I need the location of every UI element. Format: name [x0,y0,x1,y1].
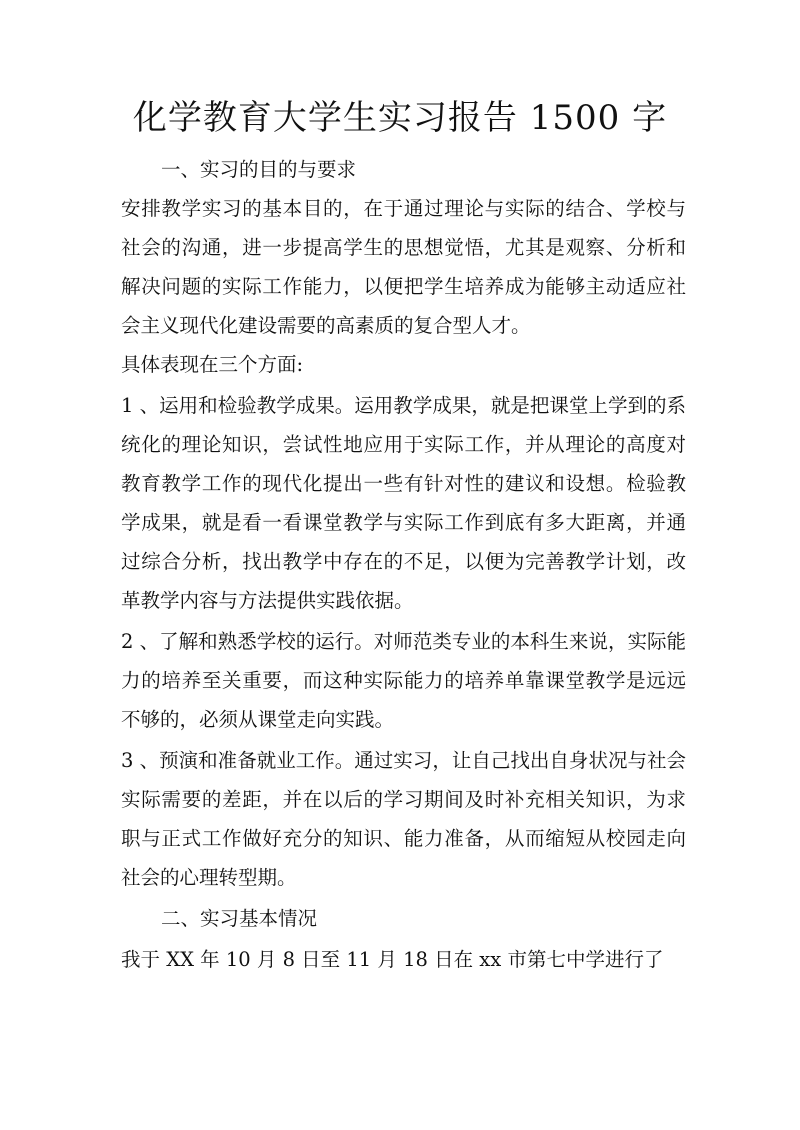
section-heading-purpose: 一、实习的目的与要求 [161,158,357,181]
document-title: 化学教育大学生实习报告 1500 字 [132,98,668,138]
list-item-3: 3 、预演和准备就业工作。通过实习，让自己找出自身状况与社会实际需要的差距，并在以后的学习期间及时补充相关知识，为求职与正式工作做好充分的知识、能力准备，从而缩短从校园走向社会的心理转型期。 [121,749,686,889]
paragraph-intro: 安排教学实习的基本目的，在于通过理论与实际的结合、学校与社会的沟通，进一步提高学生的思想觉悟，尤其是观察、分析和解决问题的实际工作能力，以便把学生培养成为能够主动适应社会主义现代化建设需要的高素质的复合型人才。 [121,197,686,337]
document-body [121,150,686,979]
list-item-2: 2 、了解和熟悉学校的运行。对师范类专业的本科生来说，实际能力的培养至关重要，而这种实际能力的培养单靠课堂教学是远远不够的，必须从课堂走向实践。 [121,630,686,731]
list-item-1: 1 、运用和检验教学成果。运用教学成果，就是把课堂上学到的系统化的理论知识，尝试性地应用于实际工作，并从理论的高度对教育教学工作的现代化提出一些有针对性的建议和设想。检验教学成果，就是看一看课堂教学与实际工作到底有多大距离，并通过综合分析，找出教学中存在的不足，以便为完善教学计划，改革教学内容与方法提供实践依据。 [121,394,686,612]
paragraph-summary: 具体表现在三个方面: [121,353,304,376]
paragraph-basic-info: 我于 XX 年 10 月 8 日至 11 月 18 日在 xx 市第七中学进行了 [121,948,664,971]
section-heading-basic-info: 二、实习基本情况 [161,907,318,930]
